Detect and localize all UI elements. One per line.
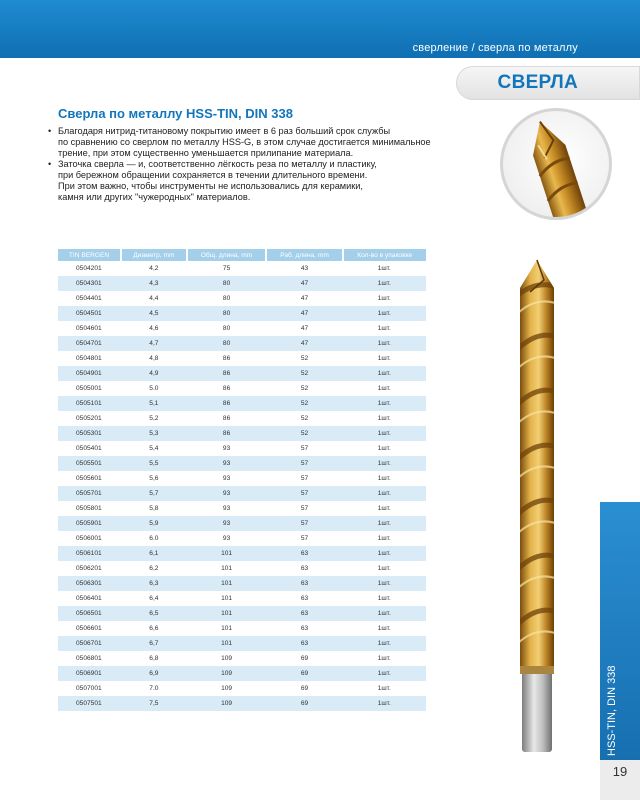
description-line: • Заточка сверла — и, соответственно лёгкость реза по металлу и пластику, [58,159,377,169]
table-row [58,336,426,351]
description-bullet [48,159,458,203]
total-length-cell: 101 [187,606,267,621]
description-line: трение, при этом существенно уменьшается прилипание материала. [58,148,354,158]
working-length-cell: 52 [266,426,342,441]
pack-quantity-cell: 1шт. [377,355,391,362]
table-row [58,681,426,696]
table-row [58,651,426,666]
working-length-cell: 57 [300,505,309,512]
pack-quantity-cell: 1шт. [377,505,391,512]
table-row [58,396,426,411]
article-cell: 0506901 [58,666,121,681]
article-cell: 0505501 [58,456,121,471]
pack-quantity-cell: 1шт. [343,366,426,381]
pack-quantity-cell: 1шт. [343,396,426,411]
drill-tip-photo [500,108,612,220]
article-cell: 0505401 [76,445,102,452]
article-cell: 0504701 [58,336,121,351]
article-cell: 0505301 [58,426,121,441]
section-tab-label: СВЕРЛА [497,72,578,93]
working-length-cell: 43 [300,265,309,272]
article-cell: 0504301 [58,276,121,291]
table-row [58,606,426,621]
article-cell: 0506501 [58,606,121,621]
article-cell: 0506701 [58,636,121,651]
column-header-working-length: Раб. длина, mm [266,249,342,261]
working-length-cell: 63 [300,595,309,602]
total-length-cell: 86 [222,355,231,362]
article-cell: 0505601 [76,475,102,482]
article-cell: 0505801 [76,505,102,512]
description-line: при бережном обращении сохраняется в течении длительного времени. [58,170,368,180]
working-length-cell: 69 [300,655,309,662]
diameter-cell: 6,2 [149,565,159,572]
diameter-cell: 5,3 [121,426,187,441]
table-row [58,456,426,471]
article-cell: 0507001 [76,685,102,692]
diameter-cell: 4,3 [121,276,187,291]
working-length-cell: 52 [266,366,342,381]
article-cell: 0504801 [76,355,102,362]
working-length-cell: 63 [266,576,342,591]
diameter-cell: 6,4 [149,595,159,602]
table-row [58,546,426,561]
working-length-cell: 69 [266,666,342,681]
total-length-cell: 80 [222,325,231,332]
table-row [58,276,426,291]
article-cell: 0504201 [76,265,102,272]
total-length-cell: 93 [222,535,231,542]
article-cell: 0504401 [76,295,102,302]
article-cell: 0505201 [76,415,102,422]
column-header-article: TIN BERGEN [58,249,121,261]
pack-quantity-cell: 1шт. [343,306,426,321]
total-length-cell: 80 [187,336,267,351]
total-length-cell: 86 [187,396,267,411]
pack-quantity-cell: 1шт. [377,445,391,452]
working-length-cell: 57 [300,475,309,482]
diameter-cell: 5.0 [149,385,159,392]
pack-quantity-cell: 1шт. [377,265,391,272]
diameter-cell: 7,5 [121,696,187,711]
total-length-cell: 101 [221,595,233,602]
pack-quantity-cell: 1шт. [377,475,391,482]
diameter-cell: 7.0 [149,685,159,692]
pack-quantity-cell: 1шт. [377,325,391,332]
table-row [58,411,426,426]
diameter-cell: 6.0 [149,535,159,542]
working-length-cell: 52 [300,355,309,362]
pack-quantity-cell: 1шт. [343,666,426,681]
drill-bit-image [510,258,564,758]
total-length-cell: 93 [187,516,267,531]
table-row [58,531,426,546]
total-length-cell: 80 [187,276,267,291]
pack-quantity-cell: 1шт. [343,486,426,501]
diameter-cell: 6,7 [121,636,187,651]
description-line: камня или других "чужеродных" материалов. [58,192,251,202]
article-cell: 0507501 [58,696,121,711]
total-length-cell: 101 [221,565,233,572]
diameter-cell: 5,5 [121,456,187,471]
working-length-cell: 52 [266,396,342,411]
article-cell: 0505001 [76,385,102,392]
article-cell: 0506601 [76,625,102,632]
pack-quantity-cell: 1шт. [377,595,391,602]
total-length-cell: 80 [222,295,231,302]
table-row [58,321,426,336]
pack-quantity-cell: 1шт. [343,576,426,591]
table-row [58,471,426,486]
working-length-cell: 57 [266,456,342,471]
article-cell: 0505101 [58,396,121,411]
spec-table [58,249,426,711]
pack-quantity-cell: 1шт. [343,546,426,561]
diameter-cell: 4,8 [149,355,159,362]
total-length-cell: 101 [187,576,267,591]
diameter-cell: 4,4 [149,295,159,302]
working-length-cell: 63 [266,546,342,561]
section-tab [456,66,640,100]
working-length-cell: 63 [266,606,342,621]
page-number: 19 [600,760,640,800]
working-length-cell: 57 [266,516,342,531]
article-cell: 0506301 [58,576,121,591]
table-row [58,441,426,456]
diameter-cell: 6,6 [149,625,159,632]
working-length-cell: 57 [300,535,309,542]
total-length-cell: 109 [221,655,233,662]
diameter-cell: 6,8 [149,655,159,662]
table-row [58,636,426,651]
table-row [58,561,426,576]
total-length-cell: 93 [187,456,267,471]
table-row [58,516,426,531]
total-length-cell: 93 [222,505,231,512]
total-length-cell: 101 [187,546,267,561]
total-length-cell: 75 [222,265,231,272]
pack-quantity-cell: 1шт. [343,516,426,531]
article-cell: 0506201 [76,565,102,572]
diameter-cell: 4,5 [121,306,187,321]
working-length-cell: 57 [266,486,342,501]
total-length-cell: 109 [187,666,267,681]
diameter-cell: 5,4 [149,445,159,452]
working-length-cell: 63 [300,565,309,572]
table-row [58,261,426,276]
description-line: • Благодаря нитрид-титановому покрытию имеет в 6 раз больший срок службы [58,126,391,136]
diameter-cell: 6,3 [121,576,187,591]
article-cell: 0506101 [58,546,121,561]
diameter-cell: 6,9 [121,666,187,681]
working-length-cell: 47 [300,295,309,302]
working-length-cell: 52 [300,385,309,392]
working-length-cell: 47 [266,276,342,291]
pack-quantity-cell: 1шт. [343,636,426,651]
side-product-label: HSS-TIN, DIN 338 [606,665,618,756]
article-cell: 0505701 [58,486,121,501]
pack-quantity-cell: 1шт. [343,696,426,711]
total-length-cell: 80 [187,306,267,321]
table-header-row [58,249,426,261]
total-length-cell: 86 [222,415,231,422]
total-length-cell: 86 [187,366,267,381]
total-length-cell: 109 [221,685,233,692]
table-row [58,366,426,381]
diameter-cell: 4,9 [121,366,187,381]
diameter-cell: 6,1 [121,546,187,561]
table-row [58,291,426,306]
diameter-cell: 5,6 [149,475,159,482]
total-length-cell: 109 [187,696,267,711]
working-length-cell: 47 [266,336,342,351]
total-length-cell: 93 [222,475,231,482]
article-cell: 0506001 [76,535,102,542]
diameter-cell: 5,9 [121,516,187,531]
total-length-cell: 101 [187,636,267,651]
table-row [58,306,426,321]
drill-tip-image [503,111,609,217]
total-length-cell: 93 [187,486,267,501]
table-row [58,621,426,636]
total-length-cell: 86 [187,426,267,441]
table-body [58,261,426,711]
breadcrumb: сверление / сверла по металлу [412,42,578,54]
pack-quantity-cell: 1шт. [377,565,391,572]
pack-quantity-cell: 1шт. [377,385,391,392]
table-row [58,426,426,441]
table-row [58,501,426,516]
pack-quantity-cell: 1шт. [343,456,426,471]
diameter-cell: 6,5 [121,606,187,621]
pack-quantity-cell: 1шт. [343,336,426,351]
working-length-cell: 47 [266,306,342,321]
total-length-cell: 101 [221,625,233,632]
working-length-cell: 69 [266,696,342,711]
pack-quantity-cell: 1шт. [343,426,426,441]
diameter-cell: 5,1 [121,396,187,411]
table-row [58,486,426,501]
diameter-cell: 5,8 [149,505,159,512]
pack-quantity-cell: 1шт. [343,606,426,621]
diameter-cell: 4,7 [121,336,187,351]
working-length-cell: 69 [300,685,309,692]
article-cell: 0506801 [76,655,102,662]
column-header-total-length: Общ. длина, mm [187,249,267,261]
pack-quantity-cell: 1шт. [377,295,391,302]
description-bullet [48,126,458,159]
article-cell: 0504601 [76,325,102,332]
pack-quantity-cell: 1шт. [343,276,426,291]
diameter-cell: 5,2 [149,415,159,422]
pack-quantity-cell: 1шт. [377,655,391,662]
pack-quantity-cell: 1шт. [377,625,391,632]
total-length-cell: 93 [222,445,231,452]
working-length-cell: 52 [300,415,309,422]
diameter-cell: 4,2 [149,265,159,272]
diameter-cell: 5,7 [121,486,187,501]
working-length-cell: 63 [266,636,342,651]
page-title: Сверла по металлу HSS-TIN, DIN 338 [58,106,293,121]
description-list [48,126,458,203]
column-header-diameter: Диаметр, mm [121,249,187,261]
pack-quantity-cell: 1шт. [377,685,391,692]
working-length-cell: 63 [300,625,309,632]
article-cell: 0506401 [76,595,102,602]
article-cell: 0504901 [58,366,121,381]
pack-quantity-cell: 1шт. [377,415,391,422]
article-cell: 0505901 [58,516,121,531]
article-cell: 0504501 [58,306,121,321]
table-row [58,696,426,711]
diameter-cell: 4,6 [149,325,159,332]
pack-quantity-cell: 1шт. [377,535,391,542]
description-line: При этом важно, чтобы инструменты не использовались для керамики, [58,181,363,191]
total-length-cell: 86 [222,385,231,392]
table-row [58,666,426,681]
table-row [58,576,426,591]
table-row [58,381,426,396]
table-row [58,591,426,606]
column-header-pack-quantity: Кол-во в упаковке [343,249,426,261]
table-row [58,351,426,366]
description-line: по сравнению со сверлом по металлу HSS-G, в этом случае достигается минимальное [58,137,431,147]
working-length-cell: 47 [300,325,309,332]
working-length-cell: 57 [300,445,309,452]
